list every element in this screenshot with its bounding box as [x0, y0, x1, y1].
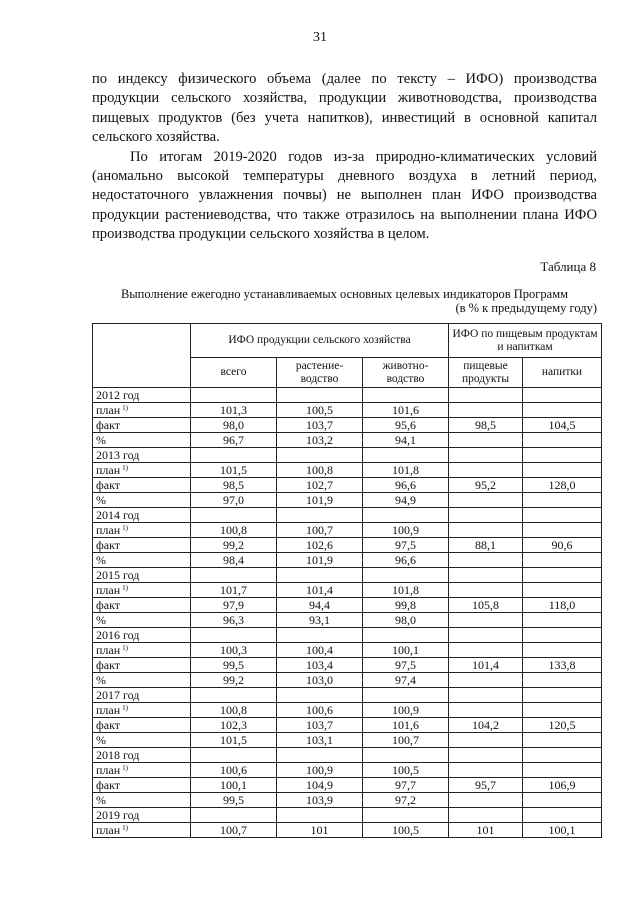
- value-cell: 90,6: [523, 538, 602, 553]
- value-cell: 102,7: [277, 478, 363, 493]
- empty-cell: [523, 628, 602, 643]
- value-cell: [523, 613, 602, 628]
- empty-cell: [363, 448, 449, 463]
- table-row: [93, 718, 602, 733]
- value-cell: [449, 793, 523, 808]
- value-cell: 95,7: [449, 778, 523, 793]
- empty-cell: [191, 568, 277, 583]
- value-cell: [523, 673, 602, 688]
- value-cell: 101,8: [363, 583, 449, 598]
- value-cell: [523, 643, 602, 658]
- footnote-marker: 1): [122, 404, 129, 412]
- value-cell: 96,7: [191, 433, 277, 448]
- table-row: [93, 538, 602, 553]
- empty-cell: [523, 568, 602, 583]
- value-cell: 97,9: [191, 598, 277, 613]
- value-cell: 101,4: [277, 583, 363, 598]
- table-title: Выполнение ежегодно устанавливаемых основных целевых индикаторов Программ: [120, 287, 569, 301]
- table-row: [93, 433, 602, 448]
- value-cell: [449, 403, 523, 418]
- value-cell: 100,7: [363, 733, 449, 748]
- table-row: [93, 793, 602, 808]
- value-cell: 100,1: [191, 778, 277, 793]
- year-row: [93, 388, 602, 403]
- value-cell: 100,7: [277, 523, 363, 538]
- empty-cell: [191, 628, 277, 643]
- empty-cell: [191, 688, 277, 703]
- value-cell: 96,6: [363, 553, 449, 568]
- empty-cell: [363, 568, 449, 583]
- empty-cell: [363, 628, 449, 643]
- value-cell: 101,4: [449, 658, 523, 673]
- value-cell: 104,9: [277, 778, 363, 793]
- value-cell: 97,5: [363, 538, 449, 553]
- value-cell: [449, 613, 523, 628]
- empty-cell: [363, 748, 449, 763]
- table-row: [93, 673, 602, 688]
- empty-cell: [363, 808, 449, 823]
- empty-cell: [449, 748, 523, 763]
- body-text: [92, 70, 597, 245]
- value-cell: 97,5: [363, 658, 449, 673]
- table-row: [93, 583, 602, 598]
- value-cell: 94,9: [363, 493, 449, 508]
- table-row: [93, 478, 602, 493]
- value-cell: 101,9: [277, 553, 363, 568]
- value-cell: 98,0: [363, 613, 449, 628]
- value-cell: 94,1: [363, 433, 449, 448]
- value-cell: 99,8: [363, 598, 449, 613]
- value-cell: 99,2: [191, 673, 277, 688]
- header-food: пищевые продукты: [449, 358, 523, 388]
- empty-cell: [277, 688, 363, 703]
- year-label: 2018 год: [93, 748, 191, 763]
- table-row: [93, 613, 602, 628]
- row-label: план $^{1)}$: [93, 643, 191, 658]
- table-row: [93, 733, 602, 748]
- year-label: 2014 год: [93, 508, 191, 523]
- value-cell: 94,4: [277, 598, 363, 613]
- value-cell: 101,8: [363, 463, 449, 478]
- empty-cell: [363, 688, 449, 703]
- value-cell: 97,2: [363, 793, 449, 808]
- year-row: [93, 568, 602, 583]
- empty-cell: [277, 508, 363, 523]
- header-agri-ifo: ИФО продукции сельского хозяйства: [191, 324, 449, 358]
- footnote-marker: 1): [122, 644, 129, 652]
- value-cell: [449, 493, 523, 508]
- value-cell: 106,9: [523, 778, 602, 793]
- year-row: [93, 688, 602, 703]
- year-row: [93, 628, 602, 643]
- value-cell: 101,5: [191, 733, 277, 748]
- value-cell: 99,2: [191, 538, 277, 553]
- value-cell: 98,4: [191, 553, 277, 568]
- value-cell: 100,4: [277, 643, 363, 658]
- value-cell: 98,5: [449, 418, 523, 433]
- year-row: [93, 448, 602, 463]
- value-cell: [523, 793, 602, 808]
- value-cell: 100,6: [277, 703, 363, 718]
- value-cell: 88,1: [449, 538, 523, 553]
- value-cell: 100,9: [363, 703, 449, 718]
- value-cell: 97,4: [363, 673, 449, 688]
- value-cell: [449, 463, 523, 478]
- empty-cell: [523, 808, 602, 823]
- empty-cell: [523, 748, 602, 763]
- value-cell: [523, 553, 602, 568]
- table-row: [93, 493, 602, 508]
- value-cell: 99,5: [191, 793, 277, 808]
- value-cell: [449, 553, 523, 568]
- year-label: 2012 год: [93, 388, 191, 403]
- value-cell: 97,7: [363, 778, 449, 793]
- row-label: план $^{1)}$: [93, 523, 191, 538]
- footnote-marker: 1): [122, 464, 129, 472]
- value-cell: 103,2: [277, 433, 363, 448]
- value-cell: [523, 763, 602, 778]
- value-cell: [523, 493, 602, 508]
- value-cell: [523, 523, 602, 538]
- value-cell: 100,9: [363, 523, 449, 538]
- empty-cell: [191, 448, 277, 463]
- row-label: %: [93, 493, 191, 508]
- empty-cell: [523, 508, 602, 523]
- year-row: [93, 508, 602, 523]
- value-cell: 103,1: [277, 733, 363, 748]
- year-label: 2015 год: [93, 568, 191, 583]
- value-cell: [523, 703, 602, 718]
- empty-cell: [449, 388, 523, 403]
- value-cell: 98,0: [191, 418, 277, 433]
- value-cell: 101,3: [191, 403, 277, 418]
- value-cell: 93,1: [277, 613, 363, 628]
- value-cell: 101,6: [363, 718, 449, 733]
- value-cell: 103,7: [277, 718, 363, 733]
- row-label: %: [93, 613, 191, 628]
- value-cell: 99,5: [191, 658, 277, 673]
- year-label: 2013 год: [93, 448, 191, 463]
- header-crop: растение-водство: [277, 358, 363, 388]
- table-row: [93, 463, 602, 478]
- empty-cell: [449, 508, 523, 523]
- footnote-marker: 1): [122, 824, 129, 832]
- footnote-marker: 1): [122, 584, 129, 592]
- value-cell: 100,3: [191, 643, 277, 658]
- row-label: факт: [93, 718, 191, 733]
- value-cell: 104,5: [523, 418, 602, 433]
- empty-cell: [277, 568, 363, 583]
- value-cell: [449, 763, 523, 778]
- empty-cell: [277, 628, 363, 643]
- value-cell: 100,1: [523, 823, 602, 838]
- table-row: [93, 553, 602, 568]
- year-label: 2019 год: [93, 808, 191, 823]
- value-cell: [523, 583, 602, 598]
- value-cell: 100,1: [363, 643, 449, 658]
- value-cell: 128,0: [523, 478, 602, 493]
- empty-cell: [523, 688, 602, 703]
- empty-cell: [191, 808, 277, 823]
- empty-cell: [449, 688, 523, 703]
- value-cell: [449, 583, 523, 598]
- empty-cell: [523, 388, 602, 403]
- value-cell: [523, 463, 602, 478]
- value-cell: [449, 643, 523, 658]
- table-row: [93, 658, 602, 673]
- value-cell: 100,8: [277, 463, 363, 478]
- corner-header-cell: [93, 324, 191, 388]
- value-cell: 101,7: [191, 583, 277, 598]
- value-cell: [449, 703, 523, 718]
- row-label: план $^{1)}$: [93, 763, 191, 778]
- value-cell: 95,6: [363, 418, 449, 433]
- empty-cell: [191, 388, 277, 403]
- row-label: план $^{1)}$: [93, 703, 191, 718]
- value-cell: [523, 433, 602, 448]
- row-label: факт: [93, 658, 191, 673]
- footnote-marker: 1): [122, 704, 129, 712]
- row-label: факт: [93, 478, 191, 493]
- year-row: [93, 808, 602, 823]
- row-label: факт: [93, 778, 191, 793]
- value-cell: 103,9: [277, 793, 363, 808]
- row-label: план $^{1)}$: [93, 823, 191, 838]
- value-cell: 100,8: [191, 523, 277, 538]
- empty-cell: [277, 808, 363, 823]
- paragraph: По итогам 2019-2020 годов из-за природно-климатических условий (аномально высокой температуры дневного воздуха в летний период, недостаточного увлажнения почвы) не выполнен план ИФО производства продукции растениеводства, что также отразилось на выполнении плана ИФО производства продукции сельского хозяйства в целом.: [92, 148, 597, 243]
- table-row: [93, 418, 602, 433]
- value-cell: 95,2: [449, 478, 523, 493]
- row-label: план $^{1)}$: [93, 463, 191, 478]
- value-cell: 98,5: [191, 478, 277, 493]
- header-drinks: напитки: [523, 358, 602, 388]
- value-cell: 105,8: [449, 598, 523, 613]
- row-label: план $^{1)}$: [93, 583, 191, 598]
- table-row: [93, 403, 602, 418]
- year-row: [93, 748, 602, 763]
- header-food-ifo: ИФО по пищевым продуктам и напиткам: [449, 324, 602, 358]
- table-row: [93, 823, 602, 838]
- value-cell: 103,0: [277, 673, 363, 688]
- header-livestock: животно-водство: [363, 358, 449, 388]
- row-label: факт: [93, 538, 191, 553]
- row-label: %: [93, 553, 191, 568]
- footnote-marker: 1): [122, 764, 129, 772]
- empty-cell: [363, 508, 449, 523]
- row-label: факт: [93, 418, 191, 433]
- value-cell: 102,3: [191, 718, 277, 733]
- table-unit: (в % к предыдущему году): [455, 301, 597, 315]
- empty-cell: [449, 628, 523, 643]
- value-cell: 101,5: [191, 463, 277, 478]
- value-cell: 120,5: [523, 718, 602, 733]
- value-cell: [523, 733, 602, 748]
- table-row: [93, 643, 602, 658]
- empty-cell: [191, 508, 277, 523]
- empty-cell: [449, 808, 523, 823]
- value-cell: 133,8: [523, 658, 602, 673]
- value-cell: 101,6: [363, 403, 449, 418]
- row-label: %: [93, 433, 191, 448]
- value-cell: 104,2: [449, 718, 523, 733]
- value-cell: 101: [277, 823, 363, 838]
- row-label: %: [93, 673, 191, 688]
- empty-cell: [363, 388, 449, 403]
- empty-cell: [277, 388, 363, 403]
- value-cell: 103,7: [277, 418, 363, 433]
- value-cell: [523, 403, 602, 418]
- empty-cell: [277, 448, 363, 463]
- value-cell: 101: [449, 823, 523, 838]
- value-cell: 96,3: [191, 613, 277, 628]
- value-cell: [449, 733, 523, 748]
- value-cell: 100,6: [191, 763, 277, 778]
- empty-cell: [449, 448, 523, 463]
- table-row: [93, 523, 602, 538]
- value-cell: 100,5: [363, 763, 449, 778]
- header-total: всего: [191, 358, 277, 388]
- empty-cell: [277, 748, 363, 763]
- page-number: 31: [313, 30, 327, 45]
- empty-cell: [523, 448, 602, 463]
- empty-cell: [191, 748, 277, 763]
- row-label: %: [93, 733, 191, 748]
- value-cell: 118,0: [523, 598, 602, 613]
- value-cell: 100,5: [277, 403, 363, 418]
- value-cell: 100,7: [191, 823, 277, 838]
- table-row: [93, 703, 602, 718]
- table-row: [93, 763, 602, 778]
- value-cell: [449, 673, 523, 688]
- table-row: [93, 598, 602, 613]
- year-label: 2017 год: [93, 688, 191, 703]
- value-cell: 96,6: [363, 478, 449, 493]
- row-label: %: [93, 793, 191, 808]
- footnote-marker: 1): [122, 524, 129, 532]
- row-label: факт: [93, 598, 191, 613]
- value-cell: 103,4: [277, 658, 363, 673]
- value-cell: 100,9: [277, 763, 363, 778]
- value-cell: 102,6: [277, 538, 363, 553]
- table-row: [93, 778, 602, 793]
- value-cell: 100,5: [363, 823, 449, 838]
- year-label: 2016 год: [93, 628, 191, 643]
- indicators-table: [92, 323, 602, 838]
- value-cell: [449, 523, 523, 538]
- table-label: Таблица 8: [540, 259, 596, 274]
- value-cell: 100,8: [191, 703, 277, 718]
- value-cell: 97,0: [191, 493, 277, 508]
- empty-cell: [449, 568, 523, 583]
- row-label: план $^{1)}$: [93, 403, 191, 418]
- table-body: [93, 388, 602, 838]
- value-cell: [449, 433, 523, 448]
- paragraph: по индексу физического объема (далее по тексту – ИФО) производства продукции сельского хозяйства, продукции животноводства, производства пищевых продуктов (без учета напитков), инвестиций в основной капитал сельского хозяйства.: [92, 71, 597, 146]
- value-cell: 101,9: [277, 493, 363, 508]
